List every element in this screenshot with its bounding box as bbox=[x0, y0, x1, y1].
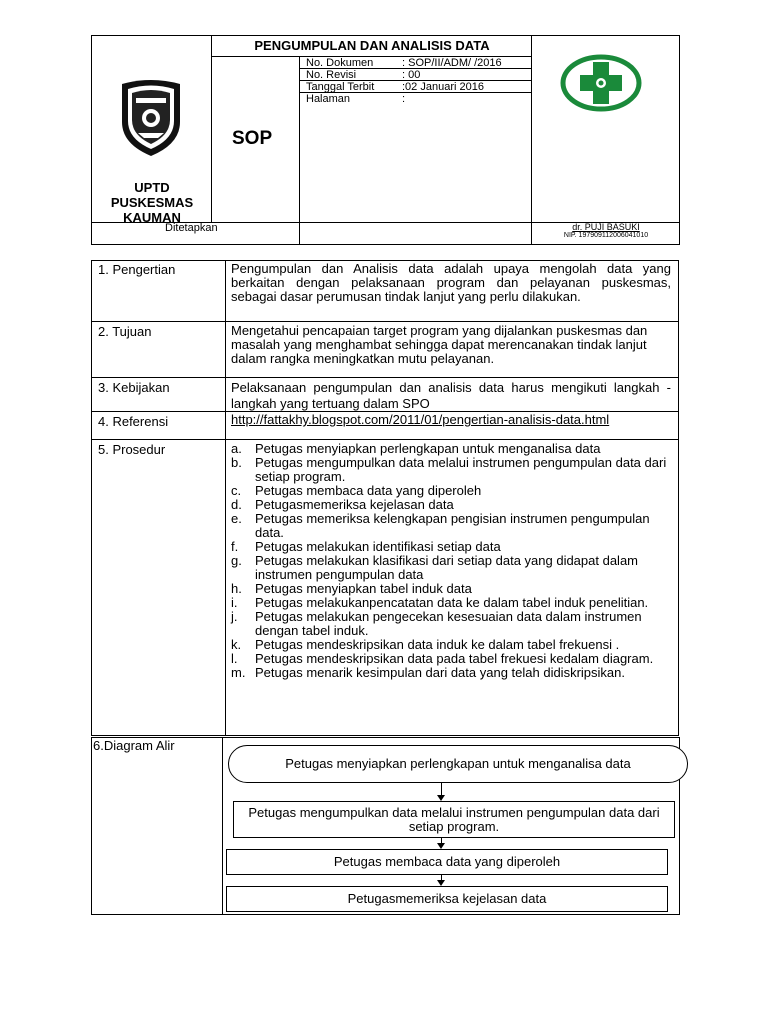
org-line-1: UPTD bbox=[134, 180, 170, 195]
step-text: Petugas mengumpulkan data melalui instrumen pengumpulan data dari setiap program. bbox=[255, 455, 667, 484]
prosedur-step-a bbox=[231, 442, 677, 456]
meta-value-issue-date: :02 Januari 2016 bbox=[402, 81, 484, 93]
prosedur-step-m bbox=[231, 666, 677, 680]
step-text: Petugas melakukanpencatatan data ke dalam tabel induk penelitian. bbox=[255, 595, 649, 610]
org-line-3: KAUMAN bbox=[123, 210, 181, 225]
flow-node-collect bbox=[233, 801, 675, 838]
prosedur-step-l bbox=[231, 652, 677, 666]
puskesmas-logo bbox=[558, 52, 644, 114]
label-tujuan: 2. Tujuan bbox=[98, 324, 152, 339]
flow-node-check bbox=[226, 886, 668, 912]
row-rule-1 bbox=[91, 321, 679, 322]
step-text: Petugas memeriksa kelengkapan pengisian instrumen pengumpulan data. bbox=[255, 511, 650, 540]
meta-value-revision: : 00 bbox=[402, 69, 421, 81]
step-marker: j. bbox=[231, 609, 238, 624]
step-text: Petugas menyiapkan perlengkapan untuk menganalisa data bbox=[255, 441, 601, 456]
flow-node-text: Petugas menyiapkan perlengkapan untuk menganalisa data bbox=[285, 756, 631, 771]
signatory-name: dr. PUJI BASUKI bbox=[572, 222, 640, 232]
meta-key-revision: No. Revisi bbox=[306, 69, 357, 81]
ditetapkan-label: Ditetapkan bbox=[165, 222, 218, 234]
label-referensi: 4. Referensi bbox=[98, 414, 169, 429]
text-tujuan: Mengetahui pencapaian target program yang dijalankan puskesmas dan masalah yang menghambat sehingga dapat merencanakan tindak lanjut dalam rangka meningkatkan mutu pelayanan. bbox=[231, 323, 648, 366]
prosedur-step-h bbox=[231, 582, 677, 596]
text-kebijakan: Pelaksanaan pengumpulan dan analisis data harus mengikuti langkah - langkah yang tertuang dalam SPO bbox=[231, 380, 671, 411]
prosedur-step-f bbox=[231, 540, 677, 554]
header-divider-mid bbox=[299, 56, 300, 244]
step-text: Petugas membaca data yang diperoleh bbox=[255, 483, 482, 498]
prosedur-steps bbox=[231, 442, 677, 680]
prosedur-step-j bbox=[231, 610, 677, 638]
step-marker: g. bbox=[231, 553, 242, 568]
step-text: Petugas melakukan pengecekan kesesuaian data dalam instrumen dengan tabel induk. bbox=[255, 609, 642, 638]
step-marker: a. bbox=[231, 441, 242, 456]
prosedur-step-g bbox=[231, 554, 677, 582]
label-diagram-alir: 6.Diagram Alir bbox=[93, 738, 175, 753]
step-marker: b. bbox=[231, 455, 242, 470]
document-title: PENGUMPULAN DAN ANALISIS DATA bbox=[254, 38, 490, 53]
text-pengertian: Pengumpulan dan Analisis data adalah upaya mengolah data yang berkaitan dengan pelaksanaan program dan pelayanan puskesmas, sebagai dasar perumusan tindak lanjut yang perlu dilakukan. bbox=[231, 261, 671, 304]
flow-node-read bbox=[226, 849, 668, 875]
meta-key-issue-date: Tanggal Terbit bbox=[306, 81, 375, 93]
prosedur-step-i bbox=[231, 596, 677, 610]
step-text: Petugas melakukan klasifikasi dari setiap data yang didapat dalam instrumen pengumpulan data bbox=[255, 553, 639, 582]
step-text: Petugas melakukan identifikasi setiap data bbox=[255, 539, 501, 554]
step-marker: e. bbox=[231, 511, 242, 526]
prosedur-step-k bbox=[231, 638, 677, 652]
meta-key-doc-number: No. Dokumen bbox=[306, 57, 374, 69]
meta-value-doc-number: : SOP/II/ADM/ /2016 bbox=[402, 57, 502, 69]
label-pengertian: 1. Pengertian bbox=[98, 262, 176, 277]
content-column-divider bbox=[225, 260, 226, 736]
flow-node-text: Petugas mengumpulkan data melalui instrumen pengumpulan data dari setiap program. bbox=[248, 804, 660, 834]
label-prosedur: 5. Prosedur bbox=[98, 442, 166, 457]
signatory-nip: NIP. 197909112006041010 bbox=[563, 232, 649, 239]
step-marker: i. bbox=[231, 595, 238, 610]
prosedur-step-c bbox=[231, 484, 677, 498]
label-kebijakan: 3. Kebijakan bbox=[98, 380, 170, 395]
prosedur-step-d bbox=[231, 498, 677, 512]
header-divider-right bbox=[531, 35, 532, 244]
step-marker: l. bbox=[231, 651, 238, 666]
step-marker: d. bbox=[231, 497, 242, 512]
step-text: Petugas mendeskripsikan data induk ke dalam tabel frekuensi . bbox=[255, 637, 620, 652]
step-marker: k. bbox=[231, 637, 242, 652]
regency-crest-logo bbox=[118, 78, 184, 158]
row-rule-2 bbox=[91, 377, 679, 378]
step-text: Petugasmemeriksa kejelasan data bbox=[255, 497, 454, 512]
step-text: Petugas menarik kesimpulan dari data yang telah didiskripsikan. bbox=[255, 665, 625, 680]
prosedur-step-e bbox=[231, 512, 677, 540]
flow-node-start bbox=[228, 745, 688, 783]
referensi-link[interactable]: http://fattakhy.blogspot.com/2011/01/pengertian-analisis-data.html bbox=[231, 412, 610, 427]
sop-label: SOP bbox=[232, 128, 273, 149]
organization-name bbox=[92, 180, 212, 225]
step-text: Petugas menyiapkan tabel induk data bbox=[255, 581, 472, 596]
org-line-2: PUSKESMAS bbox=[110, 195, 194, 210]
step-marker: m. bbox=[231, 665, 246, 680]
step-marker: f. bbox=[231, 539, 239, 554]
meta-value-page: : bbox=[402, 93, 406, 105]
step-text: Petugas mendeskripsikan data pada tabel frekuesi kedalam diagram. bbox=[255, 651, 654, 666]
step-marker: h. bbox=[231, 581, 242, 596]
diagram-column-divider bbox=[222, 737, 223, 915]
row-rule-4 bbox=[91, 439, 679, 440]
meta-key-page: Halaman bbox=[306, 93, 351, 105]
step-marker: c. bbox=[231, 483, 242, 498]
prosedur-step-b bbox=[231, 456, 677, 484]
flow-node-text: Petugas membaca data yang diperoleh bbox=[333, 854, 561, 869]
flow-node-text: Petugasmemeriksa kejelasan data bbox=[347, 891, 547, 906]
